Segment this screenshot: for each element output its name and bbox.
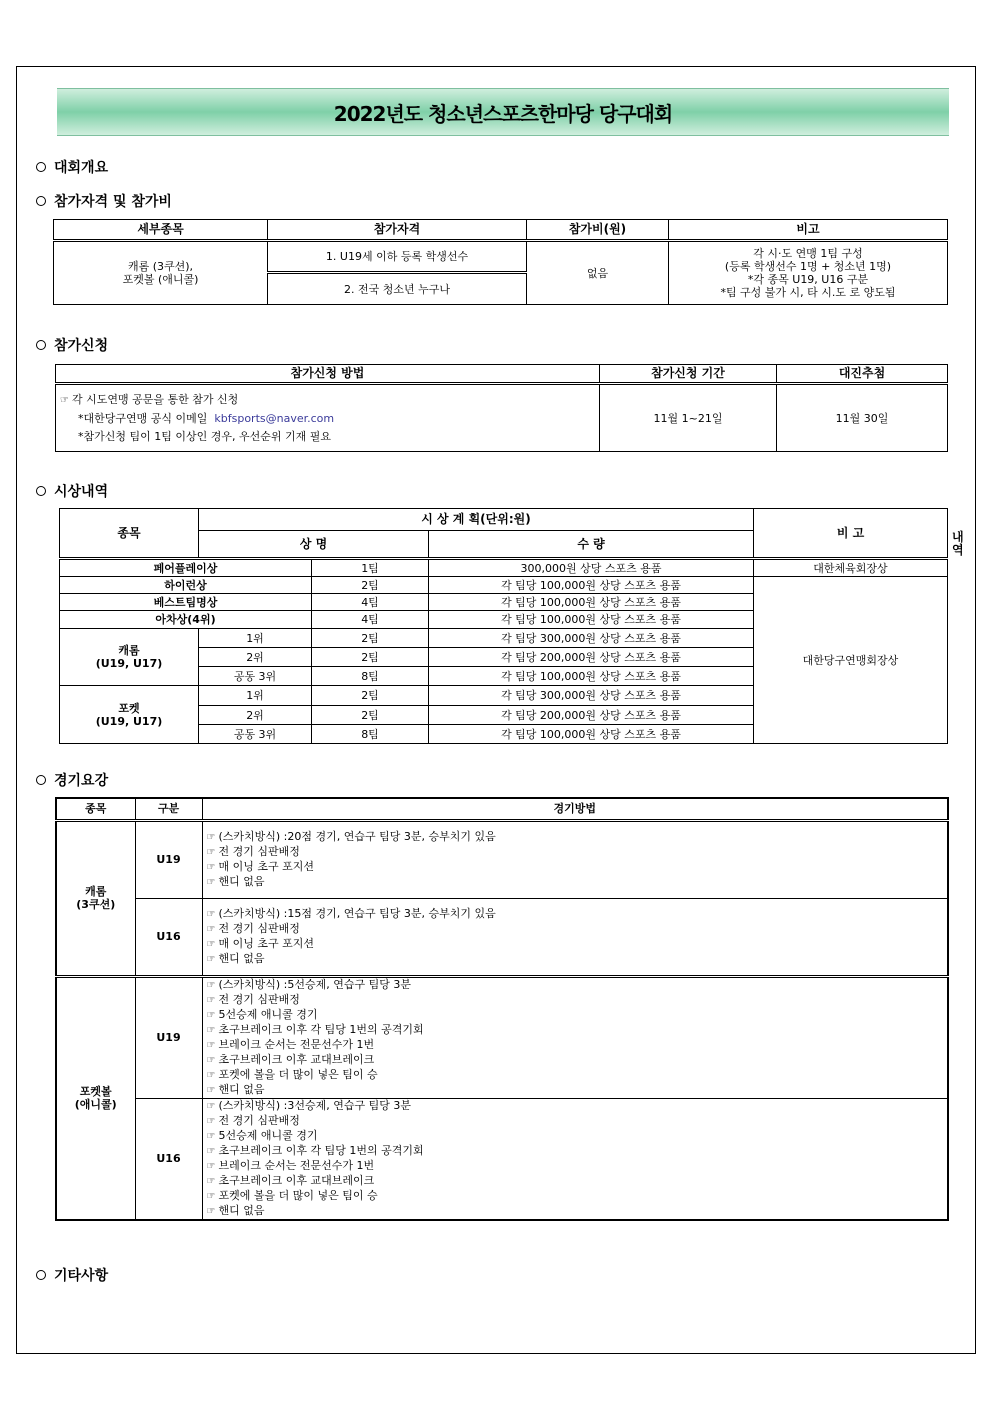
awards-table: 종목 시 상 계 획(단위:원) 비 고 상 명 수 량 내 역 페어플레이상 1팀 300,000원 상당 스포츠 용품 대한체육회장상 하이런상 2팀 각 팀당 100,000원 상당 스포츠 용품 대한당구연맹회장상 베스트팀명상 4팀 각 팀당 100,000원 상당 스포츠 용품 아차상(4위) 4팀 각 팀당 100,000원 상당 스포츠 용품 캐롬 (U19, U17) 1위 2팀 각 팀당 300,000원 상당 스포츠 용품 2위 2팀 각 팀당 200,000원 상당 스포츠 용품 공동 3위 8팀 각 팀당 100,000원 상당 스포츠 용품 포켓 (U19, U17) 1위 2팀 각 팀당 300,000원 상당 스포츠 용품 2위 2팀 각 팀당 200,000원 상당 스포츠 용품 공동 3위 8팀 각 팀당 100,000원 상당 스포츠 용품	[59, 508, 948, 744]
hand-pointer-icon: ☞	[206, 1145, 216, 1157]
rule-text: 초구브레이크 이후 교대브레이크	[218, 1052, 375, 1066]
division-u16: U16	[135, 1098, 202, 1220]
application-table	[55, 364, 948, 452]
award-qty: 1팀	[312, 559, 429, 577]
header-award-name: 상 명	[199, 531, 429, 559]
pocket-u19-rules	[202, 976, 948, 1098]
rule-text: 포켓에 볼을 더 많이 넣은 팀이 승	[218, 1067, 378, 1081]
rule-item	[207, 875, 944, 890]
rank-qty: 2팀	[312, 629, 429, 648]
circle-bullet-icon	[36, 1270, 46, 1280]
circle-bullet-icon	[36, 775, 46, 785]
rule-item	[207, 845, 944, 860]
hand-pointer-icon: ☞	[206, 1100, 216, 1112]
rule-item	[207, 1144, 944, 1159]
rule-text: (스카치방식) :5선승제, 연습구 팀당 3분	[218, 977, 412, 991]
section-eligibility: 참가자격 및 참가비	[36, 191, 172, 211]
rule-item	[207, 1114, 944, 1129]
award-note-fair: 대한체육회장상	[754, 559, 948, 577]
hand-pointer-icon: ☞	[206, 994, 216, 1006]
rule-text: (스카치방식) :20점 경기, 연습구 팀당 3분, 승부치기 있음	[218, 829, 496, 843]
hand-pointer-icon: ☞	[206, 938, 216, 950]
rule-text: 핸디 없음	[218, 1203, 265, 1217]
hand-pointer-icon: ☞	[206, 953, 216, 965]
rule-text: (스카치방식) :15점 경기, 연습구 팀당 3분, 승부치기 있음	[218, 906, 496, 920]
division-u19: U19	[135, 820, 202, 898]
hand-pointer-icon: ☞	[206, 1160, 216, 1172]
draw-cell: 11월 30일	[777, 384, 948, 452]
header-quantity: 수 량	[429, 531, 754, 559]
rank-detail: 각 팀당 200,000원 상당 스포츠 용품	[429, 706, 754, 725]
division-u16: U16	[135, 898, 202, 976]
circle-bullet-icon	[36, 340, 46, 350]
hand-pointer-icon: ☞	[206, 923, 216, 935]
rule-item	[207, 1008, 944, 1023]
carom-u19-rules	[202, 820, 948, 898]
rule-text: (스카치방식) :3선승제, 연습구 팀당 3분	[218, 1098, 412, 1112]
section-misc: 기타사항	[36, 1265, 108, 1285]
award-note-rest: 대한당구연맹회장상	[754, 577, 948, 744]
rule-text: 포켓에 볼을 더 많이 넣은 팀이 승	[218, 1188, 378, 1202]
section-awards: 시상내역	[36, 481, 108, 501]
carom-label: 캐롬 (3쿠션)	[56, 820, 135, 976]
award-detail: 각 팀당 100,000원 상당 스포츠 용품	[429, 611, 754, 629]
circle-bullet-icon	[36, 486, 46, 496]
rule-text: 브레이크 순서는 전문선수가 1번	[218, 1037, 375, 1051]
rule-item	[207, 993, 944, 1008]
rule-text: 매 이닝 초구 포지션	[218, 936, 314, 950]
rule-item	[207, 1023, 944, 1038]
hand-pointer-icon: ☞	[206, 1175, 216, 1187]
rule-item	[207, 1129, 944, 1144]
header-note: 비고	[669, 220, 948, 241]
rank-detail: 각 팀당 300,000원 상당 스포츠 용품	[429, 629, 754, 648]
header-method: 경기방법	[202, 798, 948, 820]
hand-pointer-icon: ☞	[60, 394, 69, 406]
rank: 1위	[199, 686, 312, 706]
hand-pointer-icon: ☞	[206, 846, 216, 858]
rank: 2위	[199, 648, 312, 667]
email-link[interactable]: kbfsports@naver.com	[214, 411, 335, 425]
rank-qty: 2팀	[312, 686, 429, 706]
award-qty: 4팀	[312, 594, 429, 611]
rank-qty: 2팀	[312, 648, 429, 667]
award-name: 아차상(4위)	[60, 611, 312, 629]
award-name: 페어플레이상	[60, 559, 312, 577]
pocket-u16-rules	[202, 1098, 948, 1220]
section-rules: 경기요강	[36, 770, 108, 790]
pocket-label: 포켓 (U19, U17)	[60, 686, 199, 744]
hand-pointer-icon: ☞	[206, 1024, 216, 1036]
hand-pointer-icon: ☞	[206, 1069, 216, 1081]
header-note: 비 고	[754, 509, 948, 559]
header-event: 종목	[60, 509, 199, 559]
rule-text: 브레이크 순서는 전문선수가 1번	[218, 1158, 375, 1172]
rule-text: 전 경기 심판배정	[218, 844, 300, 858]
rule-text: 초구브레이크 이후 각 팀당 1번의 공격기회	[218, 1143, 424, 1157]
rule-text: 5선승제 애니콜 경기	[218, 1128, 318, 1142]
rule-item	[207, 1204, 944, 1219]
section-overview: 대회개요	[36, 157, 108, 177]
event-cell: 캐롬 (3쿠션), 포켓볼 (애니콜)	[54, 241, 268, 305]
method-cell: ☞ 각 시도연맹 공문을 통한 참가 신청 *대한당구연맹 공식 이메일 kbfsports@naver.com *참가신청 팀이 1팀 이상인 경우, 우선순위 기재 필요	[56, 384, 600, 452]
rule-item	[207, 978, 944, 993]
header-period: 참가신청 기간	[600, 365, 777, 384]
rule-text: 핸디 없음	[218, 874, 265, 888]
rule-text: 핸디 없음	[218, 1082, 265, 1096]
rank-qty: 8팀	[312, 667, 429, 686]
period-cell: 11월 1~21일	[600, 384, 777, 452]
hand-pointer-icon: ☞	[206, 979, 216, 991]
rank-qty: 2팀	[312, 706, 429, 725]
rule-item	[207, 1083, 944, 1098]
header-event: 종목	[56, 798, 135, 820]
rule-item	[207, 1159, 944, 1174]
header-fee: 참가비(원)	[527, 220, 669, 241]
hand-pointer-icon: ☞	[206, 876, 216, 888]
rule-text: 5선승제 애니콜 경기	[218, 1007, 318, 1021]
hand-pointer-icon: ☞	[206, 861, 216, 873]
rule-item	[207, 1053, 944, 1068]
rule-item	[207, 952, 944, 967]
rule-item	[207, 922, 944, 937]
award-name: 베스트팀명상	[60, 594, 312, 611]
rank-detail: 각 팀당 300,000원 상당 스포츠 용품	[429, 686, 754, 706]
rule-item	[207, 937, 944, 952]
note-cell: 각 시·도 연맹 1팀 구성 (등록 학생선수 1명 + 청소년 1명) *각 종목 U19, U16 구분 *팀 구성 불가 시, 타 시.도 로 양도됨	[669, 241, 948, 305]
hand-pointer-icon: ☞	[206, 1039, 216, 1051]
carom-label: 캐롬 (U19, U17)	[60, 629, 199, 686]
header-division: 구분	[135, 798, 202, 820]
hand-pointer-icon: ☞	[206, 1009, 216, 1021]
rank: 공동 3위	[199, 667, 312, 686]
rank-detail: 각 팀당 100,000원 상당 스포츠 용품	[429, 725, 754, 744]
rank: 2위	[199, 706, 312, 725]
rule-item	[207, 1038, 944, 1053]
circle-bullet-icon	[36, 196, 46, 206]
header-plan: 시 상 계 획(단위:원)	[199, 509, 754, 531]
fee-cell: 없음	[527, 241, 669, 305]
rule-text: 핸디 없음	[218, 951, 265, 965]
rule-item	[207, 1068, 944, 1083]
hand-pointer-icon: ☞	[206, 1084, 216, 1096]
award-name: 하이런상	[60, 577, 312, 594]
rule-item	[207, 830, 944, 845]
rank-detail: 각 팀당 200,000원 상당 스포츠 용품	[429, 648, 754, 667]
rule-text: 초구브레이크 이후 각 팀당 1번의 공격기회	[218, 1022, 424, 1036]
header-qualification: 참가자격	[268, 220, 527, 241]
document-title: 2022년도 청소년스포츠한마당 당구대회	[57, 88, 949, 136]
hand-pointer-icon: ☞	[206, 1190, 216, 1202]
award-qty: 4팀	[312, 611, 429, 629]
hand-pointer-icon: ☞	[206, 1130, 216, 1142]
award-qty: 2팀	[312, 577, 429, 594]
hand-pointer-icon: ☞	[206, 908, 216, 920]
division-u19: U19	[135, 976, 202, 1098]
rank-qty: 8팀	[312, 725, 429, 744]
carom-u16-rules	[202, 898, 948, 976]
hand-pointer-icon: ☞	[206, 1115, 216, 1127]
rule-item	[207, 1174, 944, 1189]
rank: 공동 3위	[199, 725, 312, 744]
hand-pointer-icon: ☞	[206, 1205, 216, 1217]
header-draw: 대진추첨	[777, 365, 948, 384]
circle-bullet-icon	[36, 162, 46, 172]
qualification-1: 1. U19세 이하 등록 학생선수	[268, 241, 527, 273]
qualification-2: 2. 전국 청소년 누구나	[268, 273, 527, 305]
header-event: 세부종목	[54, 220, 268, 241]
header-method: 참가신청 방법	[56, 365, 600, 384]
hand-pointer-icon: ☞	[206, 831, 216, 843]
award-detail: 300,000원 상당 스포츠 용품	[429, 559, 754, 577]
rule-text: 초구브레이크 이후 교대브레이크	[218, 1173, 375, 1187]
rule-text: 매 이닝 초구 포지션	[218, 859, 314, 873]
section-application: 참가신청	[36, 335, 108, 355]
rule-text: 전 경기 심판배정	[218, 1113, 300, 1127]
eligibility-table	[53, 219, 948, 305]
award-detail: 각 팀당 100,000원 상당 스포츠 용품	[429, 577, 754, 594]
hand-pointer-icon: ☞	[206, 1054, 216, 1066]
rule-item	[207, 1189, 944, 1204]
rank: 1위	[199, 629, 312, 648]
rule-item	[207, 1099, 944, 1114]
rule-text: 전 경기 심판배정	[218, 921, 300, 935]
rule-item	[207, 907, 944, 922]
rule-text: 전 경기 심판배정	[218, 992, 300, 1006]
rules-table	[55, 797, 949, 1221]
rank-detail: 각 팀당 100,000원 상당 스포츠 용품	[429, 667, 754, 686]
pocket-label: 포켓볼 (애니콜)	[56, 976, 135, 1220]
award-detail: 각 팀당 100,000원 상당 스포츠 용품	[429, 594, 754, 611]
rule-item	[207, 860, 944, 875]
